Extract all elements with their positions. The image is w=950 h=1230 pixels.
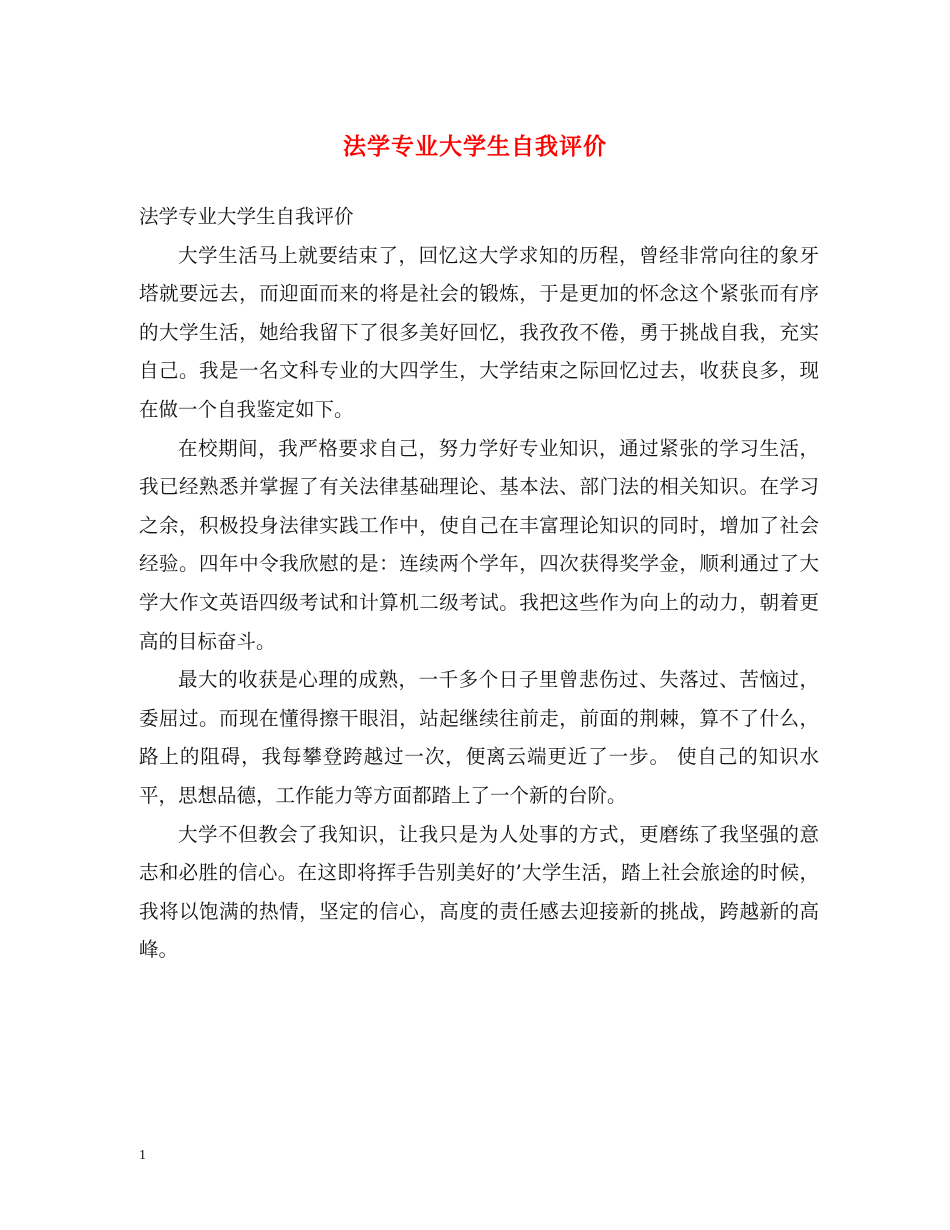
paragraph-2: 在校期间，我严格要求自己，努力学好专业知识，通过紧张的学习生活，我已经熟悉并掌握了有关法律基础理论、基本法、部门法的相关知识。在学习之余，积极投身法律实践工作中，使自己在丰富理论知识的同时，增加了社会经验。四年中令我欣慰的是：连续两个学年，四次获得奖学金，顺利通过了大学大作文英语四级考试和计算机二级考试。我把这些作为向上的动力，朝着更高的目标奋斗。 xyxy=(139,436,819,653)
page-number: 1 xyxy=(139,1148,146,1163)
document-subtitle: 法学专业大学生自我评价 xyxy=(139,205,354,228)
paragraph-3: 最大的收获是心理的成熟，一千多个日子里曾悲伤过、失落过、苦恼过，委屈过。而现在懂得擦干眼泪，站起继续往前走，前面的荆棘，算不了什么，路上的阻碍，我每攀登跨越过一次，便离云端更近了一步。 使自己的知识水平，思想品德，工作能力等方面都踏上了一个新的台阶。 xyxy=(139,668,819,807)
document-body xyxy=(139,198,819,970)
paragraph-4: 大学不但教会了我知识，让我只是为人处事的方式，更磨练了我坚强的意志和必胜的信心。在这即将挥手告别美好的’大学生活，踏上社会旅途的时候，我将以饱满的热情，坚定的信心，高度的责任感去迎接新的挑战，跨越新的高峰。 xyxy=(139,822,819,962)
document-title: 法学专业大学生自我评价 xyxy=(343,133,607,160)
paragraph-1: 大学生活马上就要结束了，回忆这大学求知的历程，曾经非常向往的象牙塔就要远去，而迎面而来的将是社会的锻炼，于是更加的怀念这个紧张而有序的大学生活，她给我留下了很多美好回忆，我孜孜不倦，勇于挑战自我，充实自己。我是一名文科专业的大四学生，大学结束之际回忆过去，收获良多，现在做一个自我鉴定如下。 xyxy=(139,243,819,421)
